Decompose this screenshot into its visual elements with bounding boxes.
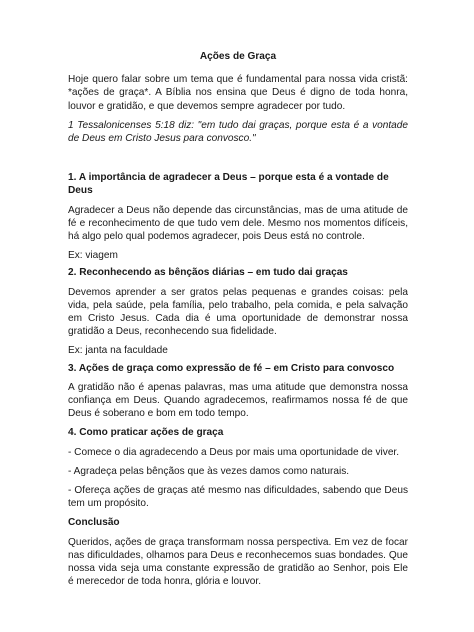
practice-item-2: - Agradeça pelas bênçãos que às vezes damos como naturais. (68, 465, 350, 477)
conclusion-heading: Conclusão (68, 517, 120, 529)
practice-item-3: - Ofereça ações de graças até mesmo nas dificuldades, sabendo que Deus tem um propósito. (68, 485, 408, 510)
section-1-example: Ex: viagem (68, 250, 118, 262)
section-1-body: Agradecer a Deus não depende das circunstâncias, mas de uma atitude de fé e reconhecimento de que tudo vem dele. Mesmo nos momentos difíceis, há algo pelo qual podemos agradecer, pois Deus está no controle. (68, 204, 408, 243)
section-3-body: A gratidão não é apenas palavras, mas uma atitude que demonstra nossa confiança em Deus. Quando agradecemos, reafirmamos nossa fé de que Deus é soberano e bom em todo tempo. (68, 381, 408, 420)
bible-quote: 1 Tessalonicenses 5:18 diz: "em tudo dai graças, porque esta é a vontade de Deus em Cristo Jesus para convosco." (68, 119, 408, 145)
section-2-body: Devemos aprender a ser gratos pelas pequenas e grandes coisas: pela vida, pela saúde, pela família, pelo trabalho, pela comida, e pela salvação em Cristo Jesus. Cada dia é uma oportunidade de demonstrar nossa gratidão a Deus, reconhecendo sua fidelidade. (68, 286, 408, 338)
section-2-example: Ex: janta na faculdade (68, 345, 168, 357)
section-1-heading: 1. A importância de agradecer a Deus – porque esta é a vontade de Deus (68, 172, 389, 197)
section-4-heading: 4. Como praticar ações de graça (68, 427, 224, 439)
section-2-heading: 2. Reconhecendo as bênçãos diárias – em tudo dai graças (68, 267, 348, 279)
section-3-heading: 3. Ações de graça como expressão de fé – em Cristo para convosco (68, 362, 395, 374)
document-title: Ações de Graça (199, 51, 277, 62)
practice-item-1: - Comece o dia agradecendo a Deus por mais uma oportunidade de viver. (68, 446, 400, 458)
intro-paragraph: Hoje quero falar sobre um tema que é fundamental para nossa vida cristã: *ações de graça*. A Bíblia nos ensina que Deus é digno de toda honra, louvor e gratidão, e que devemos sempre agradecer por tudo. (68, 74, 408, 112)
document-page (68, 50, 408, 595)
conclusion-body: Queridos, ações de graça transformam nossa perspectiva. Em vez de focar nas dificuldades, olhamos para Deus e reconhecemos suas bondades. Que nossa vida seja uma constante expressão de gratidão ao Senhor, pois Ele é merecedor de toda honra, glória e louvor. (68, 536, 408, 588)
